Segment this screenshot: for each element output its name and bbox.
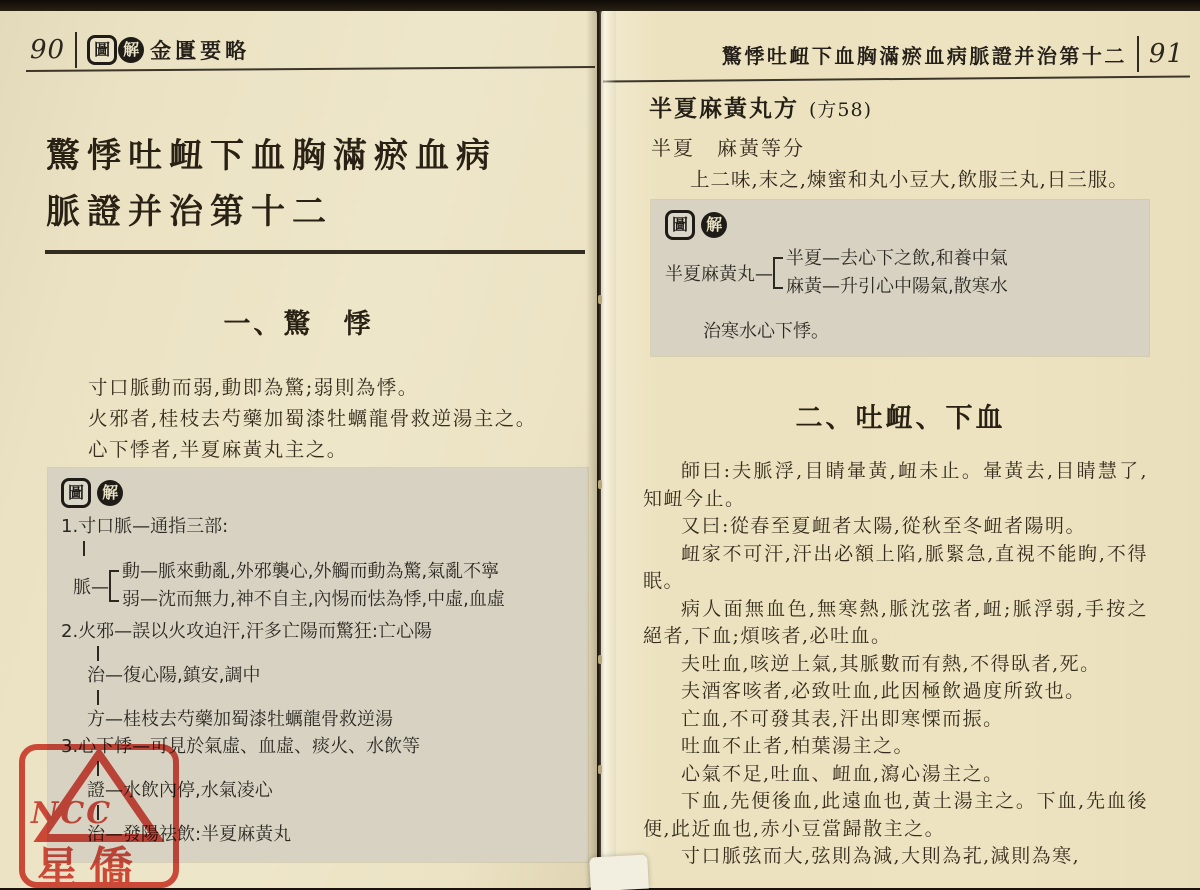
bracket-arm-top xyxy=(773,257,783,259)
page-number-left: 90 xyxy=(30,35,66,65)
figure-line: 證—水飲內停,水氣凌心 xyxy=(87,780,273,801)
stamp-text-xingqiao: 星僑 xyxy=(35,843,143,890)
binding-stitch xyxy=(598,765,602,774)
tu-badge-icon: 圖 xyxy=(61,478,91,508)
paragraph: 心氣不足,吐血、衄血,瀉心湯主之。 xyxy=(681,762,1004,785)
binding-stitch xyxy=(598,655,602,664)
figure-diagram xyxy=(61,513,578,848)
header-divider xyxy=(1137,36,1139,72)
recipe-name xyxy=(649,90,872,123)
left-page-header xyxy=(30,32,250,68)
bracket-stem xyxy=(773,258,775,288)
paragraph: 亡血,不可發其表,汗出即寒慄而振。 xyxy=(681,707,1004,730)
paragraph-line: 寸口脈動而弱,動即為驚;弱則為悸。 xyxy=(88,376,419,399)
bracket-arm-bottom xyxy=(773,287,783,289)
chapter-title xyxy=(46,128,497,240)
connector-bar xyxy=(97,690,99,705)
paragraph: 吐血不止者,柏葉湯主之。 xyxy=(681,735,915,757)
chapter-title-line: 驚悸吐衄下血胸滿瘀血病 xyxy=(46,136,497,176)
paragraph-line: 心下悸者,半夏麻黃丸主之。 xyxy=(88,438,348,461)
header-rule xyxy=(603,75,1190,82)
paragraph: 又曰:從春至夏衄者太陽,從秋至冬衄者陽明。 xyxy=(681,515,1086,537)
paragraph: 師曰:夫脈浮,目睛暈黃,衄未止。暈黃去,目睛慧了,知衄今止。 xyxy=(643,460,1148,510)
section-heading-1: 一、驚 悸 xyxy=(223,309,374,340)
jie-badge-icon: 解 xyxy=(118,37,144,63)
photo-top-edge xyxy=(0,0,1200,11)
bracket-group xyxy=(665,245,1137,301)
bracket-part xyxy=(109,571,111,601)
figure-box-1 xyxy=(48,468,588,862)
bracket xyxy=(773,245,1008,301)
right-page-header xyxy=(722,36,1184,72)
bracket xyxy=(109,558,505,614)
figure-badge xyxy=(61,478,578,508)
paragraph: 下血,先便後血,此遠血也,黃土湯主之。下血,先血後便,此近血也,赤小豆當歸散主之。 xyxy=(643,790,1148,840)
recipe-number: (方58) xyxy=(809,99,873,121)
recipe-instructions: 上二味,末之,煉蜜和丸小豆大,飲服三丸,日三服。 xyxy=(690,168,1129,191)
figure-line: 治—復心陽,鎮安,調中 xyxy=(87,665,261,686)
header-divider xyxy=(75,32,77,68)
paragraph: 衄家不可汗,汗出必額上陷,脈緊急,直視不能眴,不得眠。 xyxy=(643,542,1148,592)
bracket-branch: 動—脈來動亂,外邪襲心,外觸而動為驚,氣亂不寧 xyxy=(122,561,500,582)
bracket-part xyxy=(109,570,119,572)
stamp-text-ncc: NCC xyxy=(31,796,113,831)
jie-badge-icon: 解 xyxy=(97,480,123,506)
figure-box-2 xyxy=(651,200,1149,356)
binding-stitch xyxy=(598,295,602,304)
bracket-label: 半夏麻黃丸— xyxy=(665,264,773,285)
chapter-title-line: 脈證并治第十二 xyxy=(46,192,333,232)
jie-badge-icon: 解 xyxy=(701,212,727,238)
paragraph: 夫吐血,咳逆上氣,其脈數而有熱,不得臥者,死。 xyxy=(681,652,1101,675)
right-body-text xyxy=(643,458,1148,871)
tu-badge-icon: 圖 xyxy=(665,210,695,240)
figure-note: 治寒水心下悸。 xyxy=(703,321,829,342)
binding-stitch xyxy=(598,480,602,489)
figure-line: 1.寸口脈—通指三部: xyxy=(61,516,229,537)
connector-bar xyxy=(97,761,99,776)
figure-badge xyxy=(665,210,1137,240)
paragraph: 夫酒客咳者,必致吐血,此因極飲過度所致也。 xyxy=(681,680,1086,702)
tu-badge-icon: 圖 xyxy=(87,35,117,65)
title-rule xyxy=(45,250,585,254)
connector-bar xyxy=(97,805,99,820)
figure-line: 2.火邪—誤以火攻迫汗,汗多亡陽而驚狂:亡心陽 xyxy=(61,621,432,642)
left-body-text xyxy=(88,372,537,465)
figure-line: 方—桂枝去芍藥加蜀漆牡蠣龍骨救逆湯 xyxy=(87,709,393,730)
left-page xyxy=(0,10,597,888)
recipe-ingredients: 半夏 麻黃等分 xyxy=(651,136,805,160)
bracket-label: 脈— xyxy=(73,577,109,598)
page-edge-sliver xyxy=(589,855,649,890)
bracket-branch: 弱—沈而無力,神不自主,內惕而怯為悸,中虛,血虛 xyxy=(122,589,505,610)
paragraph-line: 火邪者,桂枝去芍藥加蜀漆牡蠣龍骨救逆湯主之。 xyxy=(88,407,537,430)
bracket-branch: 麻黃—升引心中陽氣,散寒水 xyxy=(786,276,1008,297)
paragraph: 病人面無血色,無寒熱,脈沈弦者,衄;脈浮弱,手按之絕者,下血;煩咳者,必吐血。 xyxy=(643,597,1148,647)
paragraph: 寸口脈弦而大,弦則為減,大則為芤,減則為寒, xyxy=(681,845,1081,867)
series-title: 金匱要略 xyxy=(150,38,251,63)
figure-line: 治—發陽祛飲:半夏麻黃丸 xyxy=(87,824,292,845)
section-heading-2: 二、吐衄、下血 xyxy=(795,403,1006,434)
bracket-group xyxy=(61,558,578,614)
page-number-right: 91 xyxy=(1148,39,1184,69)
connector-bar xyxy=(83,541,85,556)
connector-bar xyxy=(97,646,99,661)
book-gutter-shadow xyxy=(586,10,616,888)
running-title: 驚悸吐衄下血胸滿瘀血病脈證并治第十二 xyxy=(721,43,1127,68)
right-page xyxy=(601,10,1200,888)
recipe-name-text: 半夏麻黃丸方 xyxy=(649,96,799,122)
figure-line: 3.心下悸—可見於氣虛、血虛、痰火、水飲等 xyxy=(61,736,421,757)
bracket-part xyxy=(109,600,119,602)
bracket-branch: 半夏—去心下之飲,和養中氣 xyxy=(786,248,1008,269)
